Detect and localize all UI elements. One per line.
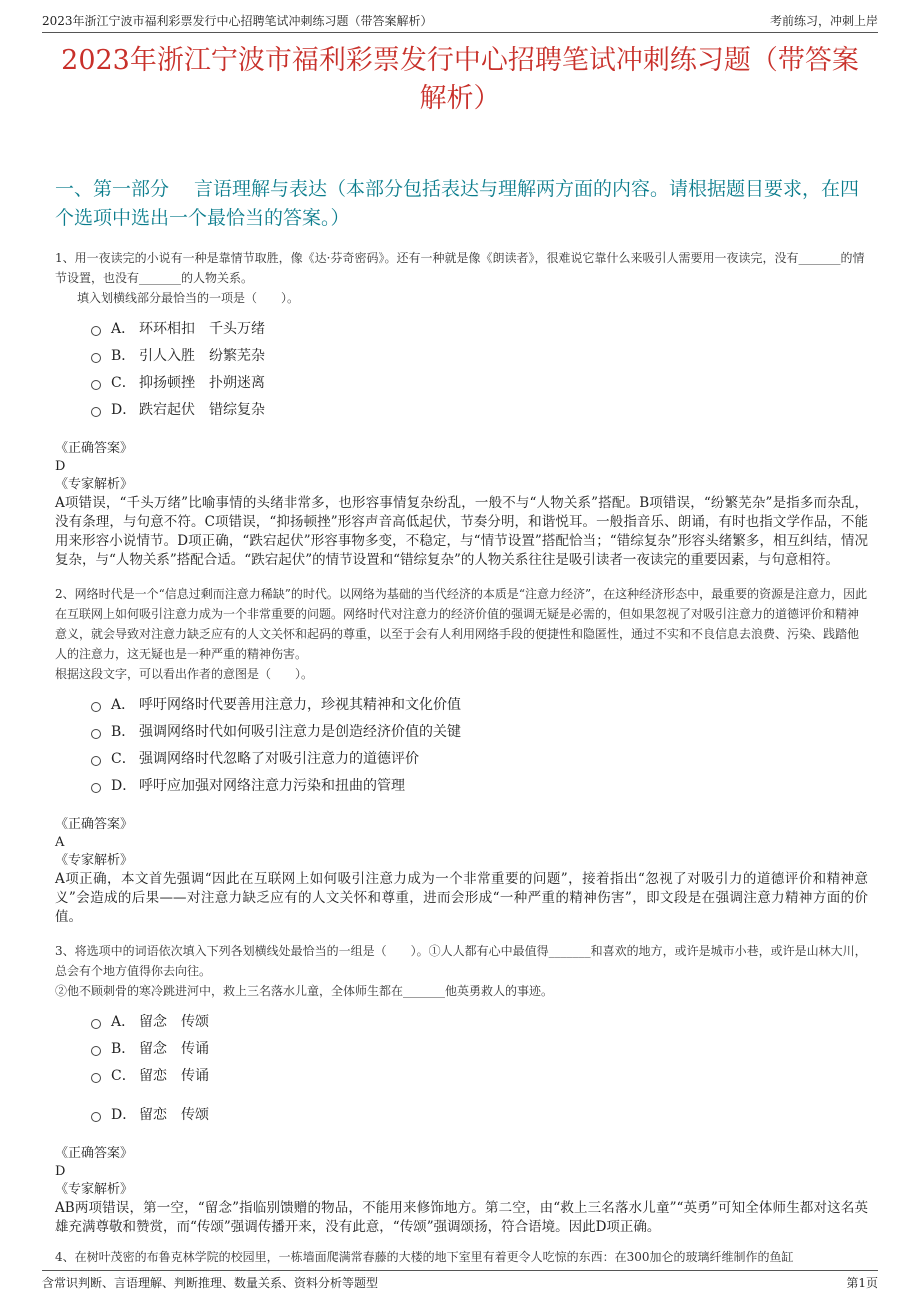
- question-2: [55, 584, 868, 927]
- option-letter: D．: [111, 1106, 137, 1123]
- option-text: 留恋 传诵: [139, 1067, 209, 1084]
- option-letter: B．: [111, 347, 136, 364]
- page-header: [42, 12, 878, 33]
- analysis-text: AB两项错误，第一空，“留念”指临别馈赠的物品，不能用来修饰地方。第二空，由“救上三名落水儿童”“英勇”可知全体师生都对这名英雄充满尊敬和赞赏，而“传颂”强调传播开来，没有此意，“传颂”强调颂扬，符合语境。因此D项正确。: [55, 1200, 868, 1235]
- option-c[interactable]: [91, 744, 868, 771]
- radio-button[interactable]: [91, 783, 101, 793]
- option-text: 环环相扣 千头万绪: [139, 320, 265, 337]
- option-c[interactable]: [91, 368, 868, 395]
- radio-button[interactable]: [91, 380, 101, 390]
- header-slogan: 考前练习，冲刺上岸: [769, 14, 878, 28]
- option-d[interactable]: [91, 1100, 868, 1127]
- option-a[interactable]: [91, 1007, 868, 1034]
- radio-button[interactable]: [91, 756, 101, 766]
- question-subtext: ②他不顾刺骨的寒冷跳进河中，救上三名落水儿童，全体师生都在_______他英勇救人的事迹。: [55, 984, 554, 998]
- option-text: 引人入胜 纷繁芜杂: [139, 347, 265, 364]
- analysis-label: 《专家解析》: [55, 477, 134, 492]
- question-3: [55, 941, 868, 1237]
- radio-button[interactable]: [91, 1112, 101, 1122]
- radio-button[interactable]: [91, 1046, 101, 1056]
- option-letter: A．: [111, 696, 136, 713]
- radio-button[interactable]: [91, 702, 101, 712]
- footer-topics: 含常识判断、言语理解、判断推理、数量关系、资料分析等题型: [42, 1276, 379, 1290]
- question-4: [55, 1247, 868, 1267]
- option-letter: D．: [111, 401, 137, 418]
- analysis-text: A项正确，本文首先强调“因此在互联网上如何吸引注意力成为一个非常重要的问题”，接着指出“忽视了对吸引力的道德评价和精神意义”会造成的后果——对注意力缺乏应有的人文关怀和尊重，进而会形成“一种严重的精神伤害”，即文段是在强调注意力精神方面的价值。: [55, 871, 868, 925]
- option-text: 抑扬顿挫 扑朔迷离: [139, 374, 265, 391]
- section-heading: 一、第一部分 言语理解与表达（本部分包括表达与理解两方面的内容。请根据题目要求，在四个选项中选出一个最恰当的答案。）: [55, 178, 860, 229]
- answer-value: A: [55, 835, 65, 850]
- analysis-label: 《专家解析》: [55, 853, 134, 868]
- answer-label: 《正确答案》: [55, 817, 134, 832]
- answer-value: D: [55, 459, 66, 474]
- header-doc-title: 2023年浙江宁波市福利彩票发行中心招聘笔试冲刺练习题（带答案解析）: [42, 14, 433, 28]
- radio-button[interactable]: [91, 1073, 101, 1083]
- question-text: 4、在树叶茂密的布鲁克林学院的校园里，一栋墙面爬满常春藤的大楼的地下室里有着更令人吃惊的东西：在300加仑的玻璃纤维制作的鱼缸: [55, 1250, 794, 1264]
- answer-value: D: [55, 1164, 66, 1179]
- option-c[interactable]: [91, 1061, 868, 1088]
- option-b[interactable]: [91, 717, 868, 744]
- option-text: 留恋 传颂: [139, 1106, 209, 1123]
- option-text: 强调网络时代忽略了对吸引注意力的道德评价: [139, 750, 419, 767]
- question-prompt: 根据这段文字，可以看出作者的意图是（ ）。: [55, 667, 314, 681]
- option-list: [91, 1007, 868, 1127]
- radio-button[interactable]: [91, 326, 101, 336]
- option-d[interactable]: [91, 771, 868, 798]
- option-a[interactable]: [91, 690, 868, 717]
- answer-label: 《正确答案》: [55, 1146, 134, 1161]
- analysis-text: A项错误，“千头万绪”比喻事情的头绪非常多，也形容事情复杂纷乱，一般不与“人物关系”搭配。B项错误，“纷繁芜杂”是指多而杂乱，没有条理，与句意不符。C项错误，“抑扬顿挫”形容声音高低起伏，节奏分明，和谐悦耳。一般指音乐、朗诵，有时也指文学作品，不能用来形容小说情节。D项正确，“跌宕起伏”形容事物多变，不稳定，与“情节设置”搭配恰当；“错综复杂”形容头绪繁多，相互纠结，情况复杂，与“人物关系”搭配合适。“跌宕起伏”的情节设置和“错综复杂”的人物关系往往是吸引读者一夜读完的重要因素，与句意相符。: [55, 495, 868, 568]
- answer-label: 《正确答案》: [55, 441, 134, 456]
- option-text: 留念 传诵: [139, 1040, 209, 1057]
- question-text: 2、网络时代是一个“信息过剩而注意力稀缺”的时代。以网络为基础的当代经济的本质是“注意力经济”，在这种经济形态中，最重要的资源是注意力，因此在互联网上如何吸引注意力成为一个非常重要的问题。网络时代对注意力的经济价值的强调无疑是必需的，但如果忽视了对吸引注意力的道德评价和精神意义，就会导致对注意力缺乏应有的人文关怀和起码的尊重，以至于会有人利用网络手段的便捷性和隐匿性，通过不实和不良信息去浪费、污染、践踏他人的注意力，这无疑也是一种严重的精神伤害。: [55, 587, 868, 661]
- radio-button[interactable]: [91, 729, 101, 739]
- option-list: [91, 314, 868, 422]
- option-text: 强调网络时代如何吸引注意力是创造经济价值的关键: [139, 723, 461, 740]
- option-letter: B．: [111, 1040, 136, 1057]
- option-text: 呼吁应加强对网络注意力污染和扭曲的管理: [139, 777, 405, 794]
- option-letter: C．: [111, 374, 136, 391]
- option-a[interactable]: [91, 314, 868, 341]
- option-letter: A．: [111, 1013, 136, 1030]
- document-title: 2023年浙江宁波市福利彩票发行中心招聘笔试冲刺练习题（带答案解析）: [61, 45, 859, 114]
- page-footer: [42, 1270, 878, 1294]
- page-number: 第1页: [846, 1276, 878, 1290]
- option-text: 留念 传颂: [139, 1013, 209, 1030]
- option-b[interactable]: [91, 341, 868, 368]
- question-1: [55, 248, 868, 570]
- option-letter: A．: [111, 320, 136, 337]
- option-b[interactable]: [91, 1034, 868, 1061]
- radio-button[interactable]: [91, 353, 101, 363]
- radio-button[interactable]: [91, 1019, 101, 1029]
- option-text: 跌宕起伏 错综复杂: [139, 401, 265, 418]
- option-letter: C．: [111, 1067, 136, 1084]
- option-text: 呼吁网络时代要善用注意力，珍视其精神和文化价值: [139, 696, 461, 713]
- option-letter: C．: [111, 750, 136, 767]
- question-prompt: 填入划横线部分最恰当的一项是（ ）。: [77, 291, 300, 305]
- analysis-label: 《专家解析》: [55, 1182, 134, 1197]
- option-d[interactable]: [91, 395, 868, 422]
- question-text: 3、将选项中的词语依次填入下列各划横线处最恰当的一组是（ ）。①人人都有心中最值得_______和喜欢的地方，或许是城市小巷，或许是山林大川，总会有个地方值得你去向往。: [55, 944, 867, 978]
- option-letter: B．: [111, 723, 136, 740]
- question-text: 1、用一夜读完的小说有一种是靠情节取胜，像《达·芬奇密码》。还有一种就是像《朗读者》，很难说它靠什么来吸引人需要用一夜读完，没有_______的情节设置，也没有_______的人物关系。: [55, 251, 865, 285]
- option-list: [91, 690, 868, 798]
- radio-button[interactable]: [91, 407, 101, 417]
- option-letter: D．: [111, 777, 137, 794]
- question-list: [55, 248, 868, 1277]
